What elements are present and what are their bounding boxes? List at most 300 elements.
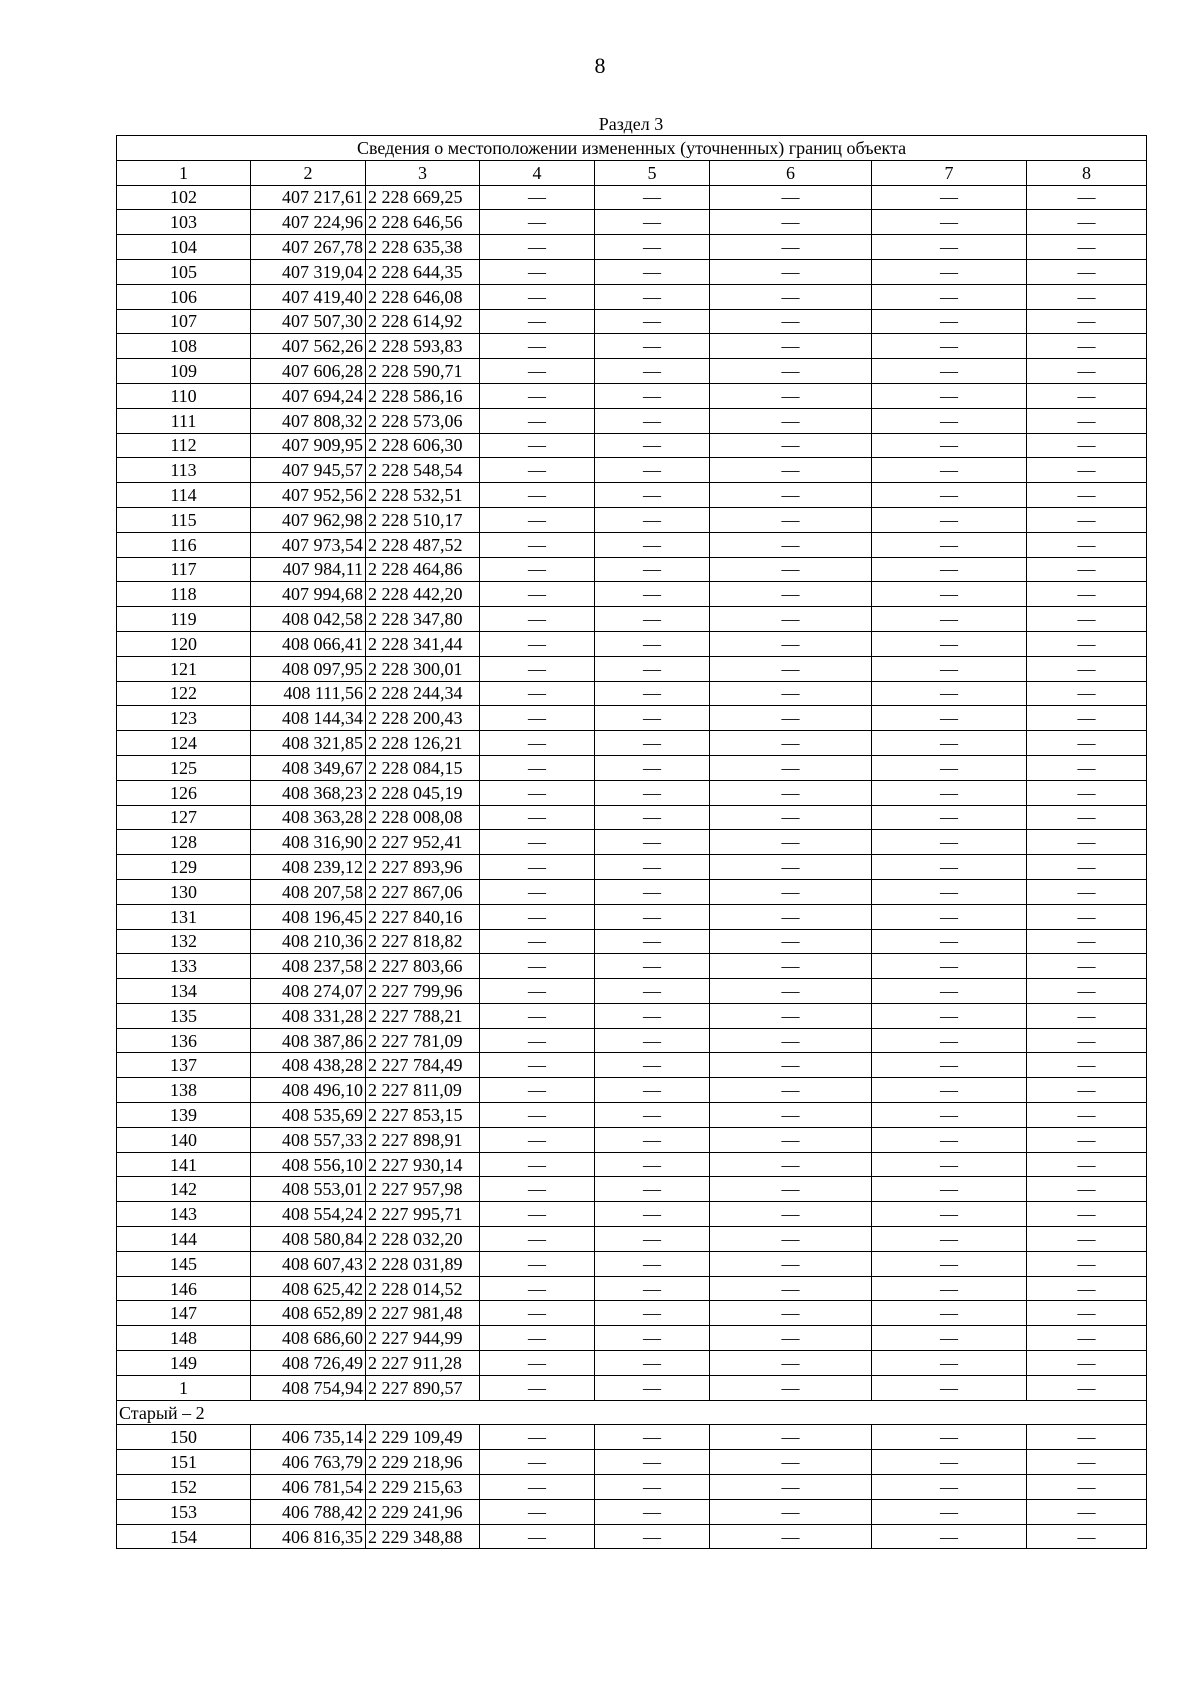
table-row [117, 557, 1147, 582]
coord-y-cell: 2 228 532,51 [366, 483, 480, 508]
table-row [117, 582, 1147, 607]
empty-value-cell: — [595, 780, 710, 805]
empty-value-cell: — [480, 359, 595, 384]
table-row [117, 185, 1147, 210]
empty-value-cell: — [872, 1499, 1027, 1524]
table-row [117, 1202, 1147, 1227]
empty-value-cell: — [1027, 1103, 1147, 1128]
empty-value-cell: — [872, 1276, 1027, 1301]
table-row [117, 1475, 1147, 1500]
empty-value-cell: — [480, 1351, 595, 1376]
coord-x-cell: 406 788,42 [251, 1499, 366, 1524]
coord-x-cell: 408 349,67 [251, 755, 366, 780]
empty-value-cell: — [710, 904, 872, 929]
coord-x-cell: 408 210,36 [251, 929, 366, 954]
empty-value-cell: — [595, 359, 710, 384]
empty-value-cell: — [710, 433, 872, 458]
empty-value-cell: — [595, 979, 710, 1004]
coord-y-cell: 2 228 031,89 [366, 1251, 480, 1276]
empty-value-cell: — [595, 879, 710, 904]
empty-value-cell: — [1027, 334, 1147, 359]
coord-x-cell: 406 735,14 [251, 1425, 366, 1450]
point-number-cell: 126 [117, 780, 251, 805]
empty-value-cell: — [1027, 483, 1147, 508]
point-number-cell: 108 [117, 334, 251, 359]
empty-value-cell: — [1027, 1078, 1147, 1103]
empty-value-cell: — [872, 532, 1027, 557]
coord-x-cell: 408 438,28 [251, 1053, 366, 1078]
coord-y-cell: 2 227 799,96 [366, 979, 480, 1004]
empty-value-cell: — [872, 1127, 1027, 1152]
coord-y-cell: 2 227 944,99 [366, 1326, 480, 1351]
empty-value-cell: — [1027, 1177, 1147, 1202]
empty-value-cell: — [595, 830, 710, 855]
coord-y-cell: 2 228 614,92 [366, 309, 480, 334]
empty-value-cell: — [1027, 557, 1147, 582]
empty-value-cell: — [1027, 185, 1147, 210]
coord-y-cell: 2 228 644,35 [366, 259, 480, 284]
coord-x-cell: 407 319,04 [251, 259, 366, 284]
empty-value-cell: — [872, 1301, 1027, 1326]
empty-value-cell: — [1027, 954, 1147, 979]
empty-value-cell: — [1027, 1475, 1147, 1500]
empty-value-cell: — [710, 1127, 872, 1152]
empty-value-cell: — [710, 507, 872, 532]
coord-x-cell: 408 237,58 [251, 954, 366, 979]
empty-value-cell: — [1027, 1276, 1147, 1301]
point-number-cell: 112 [117, 433, 251, 458]
table-row [117, 1499, 1147, 1524]
empty-value-cell: — [872, 879, 1027, 904]
coord-x-cell: 407 952,56 [251, 483, 366, 508]
empty-value-cell: — [480, 855, 595, 880]
empty-value-cell: — [595, 309, 710, 334]
empty-value-cell: — [872, 309, 1027, 334]
table-row [117, 1227, 1147, 1252]
empty-value-cell: — [1027, 284, 1147, 309]
coord-y-cell: 2 228 084,15 [366, 755, 480, 780]
coord-y-cell: 2 228 635,38 [366, 235, 480, 260]
empty-value-cell: — [480, 1524, 595, 1549]
coord-y-cell: 2 227 890,57 [366, 1375, 480, 1400]
empty-value-cell: — [710, 383, 872, 408]
empty-value-cell: — [595, 259, 710, 284]
empty-value-cell: — [872, 656, 1027, 681]
point-number-cell: 106 [117, 284, 251, 309]
coord-y-cell: 2 228 487,52 [366, 532, 480, 557]
table-row [117, 359, 1147, 384]
coord-x-cell: 408 097,95 [251, 656, 366, 681]
empty-value-cell: — [595, 1003, 710, 1028]
empty-value-cell: — [595, 1375, 710, 1400]
empty-value-cell: — [595, 582, 710, 607]
empty-value-cell: — [1027, 235, 1147, 260]
empty-value-cell: — [1027, 1524, 1147, 1549]
empty-value-cell: — [872, 1524, 1027, 1549]
point-number-cell: 131 [117, 904, 251, 929]
empty-value-cell: — [1027, 681, 1147, 706]
empty-value-cell: — [480, 929, 595, 954]
coord-y-cell: 2 229 218,96 [366, 1450, 480, 1475]
empty-value-cell: — [710, 1251, 872, 1276]
empty-value-cell: — [710, 359, 872, 384]
empty-value-cell: — [710, 755, 872, 780]
coord-y-cell: 2 228 573,06 [366, 408, 480, 433]
table-caption: Сведения о местоположении измененных (уточненных) границ объекта [117, 136, 1147, 161]
empty-value-cell: — [710, 607, 872, 632]
empty-value-cell: — [1027, 582, 1147, 607]
empty-value-cell: — [480, 1326, 595, 1351]
empty-value-cell: — [872, 433, 1027, 458]
empty-value-cell: — [710, 780, 872, 805]
coord-y-cell: 2 228 442,20 [366, 582, 480, 607]
empty-value-cell: — [1027, 359, 1147, 384]
column-header: 6 [710, 160, 872, 185]
table-row [117, 1301, 1147, 1326]
coord-y-cell: 2 229 215,63 [366, 1475, 480, 1500]
coord-x-cell: 407 224,96 [251, 210, 366, 235]
empty-value-cell: — [595, 1351, 710, 1376]
empty-value-cell: — [872, 507, 1027, 532]
group-label: Старый – 2 [117, 1400, 1147, 1425]
empty-value-cell: — [595, 1326, 710, 1351]
empty-value-cell: — [710, 1351, 872, 1376]
table-row [117, 855, 1147, 880]
empty-value-cell: — [595, 681, 710, 706]
coord-x-cell: 407 909,95 [251, 433, 366, 458]
coord-y-cell: 2 228 586,16 [366, 383, 480, 408]
coord-x-cell: 408 553,01 [251, 1177, 366, 1202]
table-row [117, 259, 1147, 284]
column-header: 3 [366, 160, 480, 185]
coord-x-cell: 408 207,58 [251, 879, 366, 904]
empty-value-cell: — [1027, 656, 1147, 681]
empty-value-cell: — [710, 210, 872, 235]
empty-value-cell: — [710, 1499, 872, 1524]
table-row [117, 805, 1147, 830]
coord-x-cell: 408 557,33 [251, 1127, 366, 1152]
coord-x-cell: 407 962,98 [251, 507, 366, 532]
empty-value-cell: — [1027, 1028, 1147, 1053]
empty-value-cell: — [872, 1351, 1027, 1376]
empty-value-cell: — [480, 1475, 595, 1500]
empty-value-cell: — [480, 1301, 595, 1326]
empty-value-cell: — [1027, 309, 1147, 334]
empty-value-cell: — [480, 755, 595, 780]
point-number-cell: 111 [117, 408, 251, 433]
empty-value-cell: — [1027, 780, 1147, 805]
empty-value-cell: — [595, 383, 710, 408]
empty-value-cell: — [710, 1301, 872, 1326]
point-number-cell: 147 [117, 1301, 251, 1326]
empty-value-cell: — [1027, 210, 1147, 235]
empty-value-cell: — [710, 855, 872, 880]
coord-x-cell: 408 066,41 [251, 631, 366, 656]
empty-value-cell: — [480, 731, 595, 756]
coord-y-cell: 2 227 898,91 [366, 1127, 480, 1152]
empty-value-cell: — [710, 631, 872, 656]
empty-value-cell: — [480, 284, 595, 309]
empty-value-cell: — [480, 1053, 595, 1078]
coord-x-cell: 408 607,43 [251, 1251, 366, 1276]
table-row [117, 656, 1147, 681]
empty-value-cell: — [872, 979, 1027, 1004]
empty-value-cell: — [595, 483, 710, 508]
empty-value-cell: — [710, 1475, 872, 1500]
empty-value-cell: — [595, 1475, 710, 1500]
coord-x-cell: 408 111,56 [251, 681, 366, 706]
empty-value-cell: — [872, 780, 1027, 805]
table-row [117, 433, 1147, 458]
empty-value-cell: — [872, 1103, 1027, 1128]
empty-value-cell: — [710, 1003, 872, 1028]
empty-value-cell: — [480, 1375, 595, 1400]
coord-x-cell: 408 274,07 [251, 979, 366, 1004]
table-row [117, 1425, 1147, 1450]
empty-value-cell: — [710, 929, 872, 954]
coord-y-cell: 2 229 241,96 [366, 1499, 480, 1524]
empty-value-cell: — [1027, 1227, 1147, 1252]
coord-y-cell: 2 228 126,21 [366, 731, 480, 756]
table-header-row [117, 160, 1147, 185]
point-number-cell: 128 [117, 830, 251, 855]
empty-value-cell: — [480, 210, 595, 235]
empty-value-cell: — [595, 706, 710, 731]
coord-x-cell: 407 217,61 [251, 185, 366, 210]
empty-value-cell: — [710, 408, 872, 433]
empty-value-cell: — [1027, 1003, 1147, 1028]
empty-value-cell: — [872, 1003, 1027, 1028]
point-number-cell: 151 [117, 1450, 251, 1475]
table-row [117, 1053, 1147, 1078]
empty-value-cell: — [480, 1078, 595, 1103]
coord-y-cell: 2 228 548,54 [366, 458, 480, 483]
empty-value-cell: — [480, 607, 595, 632]
coord-y-cell: 2 227 803,66 [366, 954, 480, 979]
table-row [117, 830, 1147, 855]
point-number-cell: 116 [117, 532, 251, 557]
empty-value-cell: — [1027, 1351, 1147, 1376]
table-row [117, 979, 1147, 1004]
point-number-cell: 137 [117, 1053, 251, 1078]
empty-value-cell: — [480, 532, 595, 557]
empty-value-cell: — [872, 929, 1027, 954]
empty-value-cell: — [480, 1499, 595, 1524]
coord-x-cell: 407 606,28 [251, 359, 366, 384]
empty-value-cell: — [480, 1227, 595, 1252]
empty-value-cell: — [595, 458, 710, 483]
coord-x-cell: 407 808,32 [251, 408, 366, 433]
table-row [117, 1524, 1147, 1549]
empty-value-cell: — [872, 334, 1027, 359]
empty-value-cell: — [480, 1003, 595, 1028]
coord-x-cell: 408 363,28 [251, 805, 366, 830]
empty-value-cell: — [595, 1450, 710, 1475]
table-row [117, 1103, 1147, 1128]
coord-y-cell: 2 228 347,80 [366, 607, 480, 632]
empty-value-cell: — [595, 904, 710, 929]
table-row [117, 780, 1147, 805]
coord-x-cell: 407 507,30 [251, 309, 366, 334]
coord-y-cell: 2 228 510,17 [366, 507, 480, 532]
empty-value-cell: — [480, 1028, 595, 1053]
empty-value-cell: — [1027, 507, 1147, 532]
table-row [117, 408, 1147, 433]
point-number-cell: 139 [117, 1103, 251, 1128]
empty-value-cell: — [1027, 532, 1147, 557]
empty-value-cell: — [872, 607, 1027, 632]
coord-x-cell: 408 556,10 [251, 1152, 366, 1177]
column-header: 2 [251, 160, 366, 185]
empty-value-cell: — [872, 1028, 1027, 1053]
point-number-cell: 138 [117, 1078, 251, 1103]
empty-value-cell: — [595, 607, 710, 632]
point-number-cell: 124 [117, 731, 251, 756]
coord-x-cell: 408 331,28 [251, 1003, 366, 1028]
coord-x-cell: 408 625,42 [251, 1276, 366, 1301]
coord-x-cell: 408 535,69 [251, 1103, 366, 1128]
coord-y-cell: 2 228 032,20 [366, 1227, 480, 1252]
point-number-cell: 127 [117, 805, 251, 830]
point-number-cell: 109 [117, 359, 251, 384]
empty-value-cell: — [480, 904, 595, 929]
empty-value-cell: — [872, 557, 1027, 582]
empty-value-cell: — [595, 1078, 710, 1103]
coord-x-cell: 408 754,94 [251, 1375, 366, 1400]
empty-value-cell: — [710, 731, 872, 756]
empty-value-cell: — [872, 904, 1027, 929]
coord-y-cell: 2 227 930,14 [366, 1152, 480, 1177]
empty-value-cell: — [710, 1078, 872, 1103]
coord-y-cell: 2 227 853,15 [366, 1103, 480, 1128]
empty-value-cell: — [710, 1425, 872, 1450]
empty-value-cell: — [1027, 1499, 1147, 1524]
coord-y-cell: 2 229 109,49 [366, 1425, 480, 1450]
empty-value-cell: — [480, 483, 595, 508]
empty-value-cell: — [480, 631, 595, 656]
empty-value-cell: — [872, 1326, 1027, 1351]
coord-y-cell: 2 227 784,49 [366, 1053, 480, 1078]
empty-value-cell: — [480, 780, 595, 805]
empty-value-cell: — [710, 1524, 872, 1549]
coord-y-cell: 2 228 593,83 [366, 334, 480, 359]
point-number-cell: 122 [117, 681, 251, 706]
empty-value-cell: — [710, 1375, 872, 1400]
empty-value-cell: — [480, 1202, 595, 1227]
point-number-cell: 133 [117, 954, 251, 979]
coord-x-cell: 407 973,54 [251, 532, 366, 557]
empty-value-cell: — [595, 557, 710, 582]
coord-x-cell: 408 652,89 [251, 1301, 366, 1326]
empty-value-cell: — [1027, 755, 1147, 780]
empty-value-cell: — [710, 1202, 872, 1227]
table-row [117, 1003, 1147, 1028]
table-row [117, 904, 1147, 929]
point-number-cell: 110 [117, 383, 251, 408]
empty-value-cell: — [1027, 408, 1147, 433]
empty-value-cell: — [595, 1202, 710, 1227]
empty-value-cell: — [480, 830, 595, 855]
empty-value-cell: — [595, 1425, 710, 1450]
empty-value-cell: — [595, 284, 710, 309]
coord-x-cell: 407 694,24 [251, 383, 366, 408]
coord-x-cell: 408 554,24 [251, 1202, 366, 1227]
empty-value-cell: — [1027, 855, 1147, 880]
coord-y-cell: 2 227 981,48 [366, 1301, 480, 1326]
point-number-cell: 115 [117, 507, 251, 532]
empty-value-cell: — [595, 532, 710, 557]
table-row [117, 631, 1147, 656]
empty-value-cell: — [480, 334, 595, 359]
empty-value-cell: — [480, 1152, 595, 1177]
point-number-cell: 119 [117, 607, 251, 632]
empty-value-cell: — [480, 383, 595, 408]
point-number-cell: 129 [117, 855, 251, 880]
column-header: 7 [872, 160, 1027, 185]
point-number-cell: 113 [117, 458, 251, 483]
empty-value-cell: — [872, 805, 1027, 830]
empty-value-cell: — [1027, 1375, 1147, 1400]
empty-value-cell: — [710, 582, 872, 607]
table-row [117, 929, 1147, 954]
empty-value-cell: — [480, 458, 595, 483]
empty-value-cell: — [1027, 830, 1147, 855]
empty-value-cell: — [595, 408, 710, 433]
empty-value-cell: — [595, 1276, 710, 1301]
point-number-cell: 152 [117, 1475, 251, 1500]
empty-value-cell: — [480, 954, 595, 979]
empty-value-cell: — [872, 1202, 1027, 1227]
empty-value-cell: — [595, 805, 710, 830]
column-header: 4 [480, 160, 595, 185]
empty-value-cell: — [480, 1450, 595, 1475]
coord-y-cell: 2 227 811,09 [366, 1078, 480, 1103]
empty-value-cell: — [872, 210, 1027, 235]
coord-x-cell: 407 419,40 [251, 284, 366, 309]
coord-x-cell: 408 239,12 [251, 855, 366, 880]
table-row [117, 309, 1147, 334]
empty-value-cell: — [480, 185, 595, 210]
empty-value-cell: — [872, 259, 1027, 284]
coord-y-cell: 2 228 014,52 [366, 1276, 480, 1301]
point-number-cell: 117 [117, 557, 251, 582]
coord-y-cell: 2 227 952,41 [366, 830, 480, 855]
empty-value-cell: — [872, 731, 1027, 756]
empty-value-cell: — [595, 954, 710, 979]
empty-value-cell: — [595, 656, 710, 681]
empty-value-cell: — [710, 706, 872, 731]
empty-value-cell: — [1027, 1425, 1147, 1450]
point-number-cell: 141 [117, 1152, 251, 1177]
coord-y-cell: 2 227 788,21 [366, 1003, 480, 1028]
empty-value-cell: — [595, 1227, 710, 1252]
empty-value-cell: — [1027, 259, 1147, 284]
point-number-cell: 148 [117, 1326, 251, 1351]
empty-value-cell: — [595, 1053, 710, 1078]
table-row [117, 507, 1147, 532]
empty-value-cell: — [595, 1251, 710, 1276]
coord-x-cell: 408 321,85 [251, 731, 366, 756]
empty-value-cell: — [872, 185, 1027, 210]
empty-value-cell: — [480, 408, 595, 433]
empty-value-cell: — [1027, 1326, 1147, 1351]
coord-y-cell: 2 227 867,06 [366, 879, 480, 904]
empty-value-cell: — [710, 1227, 872, 1252]
table-body [117, 136, 1147, 1549]
table-row [117, 483, 1147, 508]
empty-value-cell: — [1027, 979, 1147, 1004]
empty-value-cell: — [710, 334, 872, 359]
